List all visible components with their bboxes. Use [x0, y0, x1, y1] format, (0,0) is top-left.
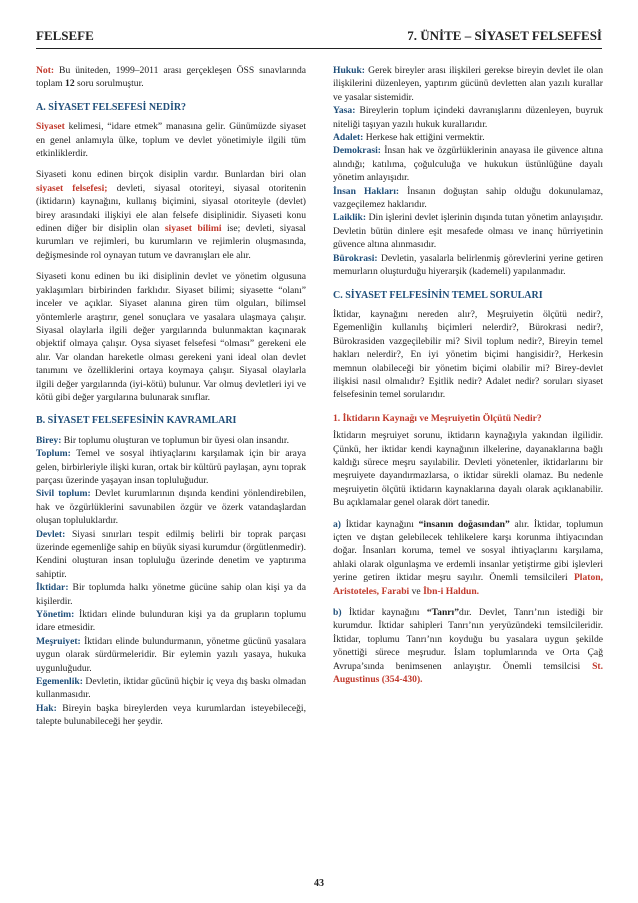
concept-definition: Devlet kurumlarının dışında kendini yönlendirebilen, hak ve özgürlüklerini savunabilen özgür ve özerk vatandaşlardan oluşan topluluklardır. — [36, 488, 306, 527]
concept-definition: İnsanın doğuştan sahip olduğu dokunulamaz, vazgeçilemez haklarıdır. — [333, 185, 604, 211]
concept-definition: Bir toplumda halkı yönetme gücüne sahip olan kişi ya da kişilerdir. — [36, 582, 306, 607]
section-a-title: A. SİYASET FELSEFESİ NEDİR? — [36, 101, 187, 113]
item-a-names-2: İbn-i Haldun. — [423, 585, 480, 597]
subsection-1-text: İktidarın meşruiyet sorunu, iktidarın kaynağıyla yakından ilgilidir. Çünkü, her iktidar kendi kaynağının ilkelerine, dayanaklarına bağlı kaldığı sürece meşru sayılabilir. Devleti yönetenler, iktidarlarını bir meşruiyete dayandırmazlarsa, o iktidar sürekli olamaz. Bu nedenle meşruiyetin ölçütü iktidarın kaynaklarına dayalı olarak açıklanabilir. Bu açıklamalar genel olarak dört tanedir. — [333, 430, 603, 509]
section-b-title: B. SİYASET FELSEFESİNİN KAVRAMLARI — [36, 415, 237, 427]
concept-term: Toplum: — [36, 448, 71, 460]
concept-item — [333, 64, 603, 104]
concept-term: Hak: — [36, 702, 57, 714]
concept-definition: Temel ve sosyal ihtiyaçlarını karşılamak için bir araya gelen, birbirleriyle ilişki kuran, ortak bir kültürü paylaşan, aynı toprak parçası üzerinde yaşayan insan topluluğudur. — [36, 448, 306, 486]
term-siyaset-bilimi: siyaset bilimi — [164, 223, 222, 235]
item-a-text-2: alır. İktidar, toplumun içten ve dıştan gelebilecek tehlikelere karşı korunma ihtiyacından doğar. İnsanları koruma, temel ve sosyal ihtiyaçlarını karşılama, ahlaki olarak olgunlaşma ve erdemli insanlar yetiştirme gibi işlevleri yerine getiren iktidar meşru sayılır. Önemli temsilcileri — [333, 518, 603, 584]
concept-item — [36, 434, 306, 447]
concept-item — [333, 144, 603, 184]
note-count: 12 — [65, 78, 75, 90]
paragraph-2-text-c: ise; devleti, siyasal kurumları ve rejimleri, bu kurumların ve rejimlerin oluşmasında, değişmesinde rol oynayan tutum ve davranışları ele alır. — [36, 223, 306, 261]
concept-term: Hukuk: — [333, 65, 365, 76]
concept-definition: Devletin, iktidar gücünü hiçbir iç veya dış baskı olmadan kullanmasıdır. — [36, 676, 306, 701]
item-a-text-1: İktidar kaynağını — [341, 518, 419, 530]
term-siyaset: Siyaset — [36, 121, 65, 133]
concept-term: Meşruiyet: — [36, 635, 81, 647]
item-a-label: a) — [333, 518, 341, 530]
concept-term: Laiklik: — [333, 212, 367, 224]
concept-term: İktidar: — [36, 582, 69, 594]
note-text-1: Bu üniteden, 1999–2011 arası gerçekleşen ÖSS sınavlarında toplam — [36, 65, 306, 90]
concept-term: İnsan Hakları: — [333, 185, 400, 197]
concept-definition: İktidarı elinde bulundurmanın, yönetme gücünü yasalara uygun olarak sürdürmeleridir. Bir eylemin yazılı yasaya, hukuka uygunluğudur. — [36, 635, 306, 674]
concept-term: Devlet: — [36, 528, 66, 540]
concept-term: Bürokrasi: — [333, 252, 378, 264]
concept-item — [333, 104, 603, 131]
concept-definition: Bireylerin toplum içindeki davranışlarını düzenleyen, buyruk niteliği taşıyan yazılı hukuk kurallarıdır. — [333, 105, 603, 130]
item-b — [333, 606, 603, 686]
paragraph-2-text-a: Siyaseti konu edinen birçok disiplin vardır. Bunlardan biri olan — [36, 169, 306, 181]
header-divider — [36, 48, 602, 49]
page-header — [36, 28, 602, 50]
concept-definition: İnsan hak ve özgürlüklerinin anayasa ile güvence altına alındığı; katılıma, çoğulculuğa ve hukukun üstünlüğüne dayalı yönetim anlayışıdır. — [333, 145, 603, 184]
concept-definition: İktidarı elinde bulunduran kişi ya da grupların toplumu idare etmesidir. — [36, 609, 306, 634]
header-subject: FELSEFE — [36, 28, 94, 43]
concept-item — [36, 675, 306, 702]
concept-list-continued — [333, 64, 603, 279]
concept-item — [36, 608, 306, 635]
subsection-1-title: 1. İktidarın Kaynağı ve Meşruiyetin Ölçütü Nedir? — [333, 412, 542, 424]
concept-list — [36, 434, 306, 729]
concept-item — [36, 487, 306, 527]
concept-item — [333, 131, 603, 144]
item-a-bold: “insanın doğasından” — [418, 518, 510, 530]
item-b-text-2: dır. Devlet, Tanrı’nın istediği bir kurumdur. İktidar sahipleri Tanrı’nın yeryüzündeki temsilcileridir. İktidar, toplumu Tanrı’nın koyduğu bu yasalara uygun şekilde yönettiği sürece meşrudur. İslam toplumlarında ve Orta Çağ Avrupa’sında benimsenen anlayıştır. Önemli temsilcisi — [333, 607, 603, 672]
item-a — [333, 518, 603, 598]
concept-item — [36, 581, 306, 608]
concept-definition: Din işlerini devlet işlerinin dışında tutan yönetim anlayışıdır. Devletin bütün dinlere eşit mesafede olması ve inanç hürriyetinin güvence altına alınmasıdır. — [333, 212, 603, 251]
concept-item — [333, 185, 603, 212]
note-label: Not: — [36, 65, 55, 76]
page-number: 43 — [314, 878, 324, 889]
term-siyaset-felsefesi: siyaset felsefesi; — [36, 182, 108, 194]
right-column — [333, 64, 603, 694]
left-column — [36, 64, 306, 729]
concept-definition: Herkese hak ettiğini vermektir. — [363, 132, 485, 144]
concept-item — [333, 211, 603, 251]
section-c-title: C. SİYASET FELFESİNİN TEMEL SORULARI — [333, 289, 543, 301]
concept-term: Sivil toplum: — [36, 488, 91, 500]
concept-term: Yönetim: — [36, 609, 75, 621]
concept-item — [36, 702, 306, 729]
paragraph-3: Siyaseti konu edinen bu iki disiplinin devlet ve yönetim olgusuna yaklaşımları birbirinden farklıdır. Siyaset bilimi; siyasette “olanı” inceler ve açıklar. Siyaset alanına giren tüm olguları, bilimsel yöntemlerle araştırır, genel sonuçlara ve yasalara ulaşmaya çalışır. Siyasal olaylarla ilgili değer yargılarında bulunmaktan kaçınarak objektif olmaya çalışır. Oysa siyaset felsefesi “olması” gerekeni ele alır. Var olandan hareketle olması gerekeni yani ideal olan devlet tanımını ve özelliklerini ortaya koymaya çalışır. Siyasal olaylarla ilgili değer yargılarında (iyi-kötü) bulunur. Var olmuş devletleri iyi ve kötü gibi değer yargılarına bulunarak sınıflar. — [36, 271, 306, 403]
note-text-2: soru sorulmuştur. — [74, 78, 144, 90]
concept-term: Demokrasi: — [333, 145, 381, 157]
concept-item — [36, 635, 306, 675]
paragraph-1-text: kelimesi, “idare etmek” manasına gelir. Günümüzde siyaset en genel anlamıyla ülke, toplum ve devlet yönetimiyle ilgili tüm etkinliklerdir. — [36, 121, 306, 160]
concept-item — [36, 528, 306, 582]
concept-definition: Siyasi sınırları tespit edilmiş belirli bir toprak parçası üzerinde egemenliğe sahip en büyük siyasi kurumdur (örgütlenmedir). Kendini oluşturan insan topluluğu üzerinde denetim ve yaptırıma sahiptir. — [36, 528, 306, 580]
concept-term: Yasa: — [333, 105, 356, 117]
item-b-label: b) — [333, 607, 342, 619]
paragraph-2-text-b: devleti, siyasal otoriteyi, siyasal otoritenin (iktidarın) kaynağını, kullanış biçimini, siyasal otoriteyle (devlet) birey arasındaki ilişkiyi ele alan felsefe disiplinidir. Siyaseti konu edinen diğer bir disiplin olan — [36, 182, 306, 235]
note-paragraph — [36, 64, 306, 91]
paragraph-2 — [36, 168, 306, 262]
concept-term: Adalet: — [333, 132, 364, 144]
header-unit-title: 7. ÜNİTE – SİYASET FELSEFESİ — [407, 28, 602, 43]
concept-item — [36, 447, 306, 487]
concept-definition: Gerek bireyler arası ilişkileri gerekse bireyin devlet ile olan ilişkilerini düzenleyen, yaptırım gücünü devletten alan yazılı kurallar ve yasalar sistemidir. — [333, 65, 603, 103]
item-b-text-1: İktidar kaynağını — [341, 607, 427, 619]
concept-definition: Bireyin başka bireylerden veya kurumlardan isteyebileceği, talepte bulunabileceği her şeydir. — [36, 702, 306, 728]
concept-definition: Devletin, yasalarla belirlenmiş görevlerini yerine getiren memurların oluşturduğu hiyerarşik (kademeli) yapılanmadır. — [333, 252, 603, 278]
item-a-and: ve — [409, 585, 424, 597]
concept-term: Birey: — [36, 434, 62, 446]
item-b-name: St. Augustinus (354-430). — [333, 660, 603, 686]
paragraph-1 — [36, 120, 306, 160]
section-c-text: İktidar, kaynağını nereden alır?, Meşruiyetin ölçütü nedir?, Egemenliğin kullanılış biçimleri nelerdir?, Bürokrasi nedir?, Bürokrasiden vazgeçilebilir mi? Sivil toplum nedir?, Bireyin temel hakları nelerdir?, En iyi yönetim biçimi hangisidir?, Herkesin memnun olabileceği bir yönetim biçimi olabilir mi? Birey-devlet ilişkisi nasıl olmalıdır? Eşitlik nedir? Adalet nedir? soruları siyaset felsefesinin temel sorularıdır. — [333, 308, 603, 401]
item-b-bold: “Tanrı” — [426, 607, 460, 619]
item-a-names-1: Platon, Aristoteles, Farabi — [333, 572, 603, 597]
concept-item — [333, 252, 603, 279]
concept-term: Egemenlik: — [36, 676, 83, 688]
concept-definition: Bir toplumu oluşturan ve toplumun bir üyesi olan insandır. — [61, 434, 289, 446]
